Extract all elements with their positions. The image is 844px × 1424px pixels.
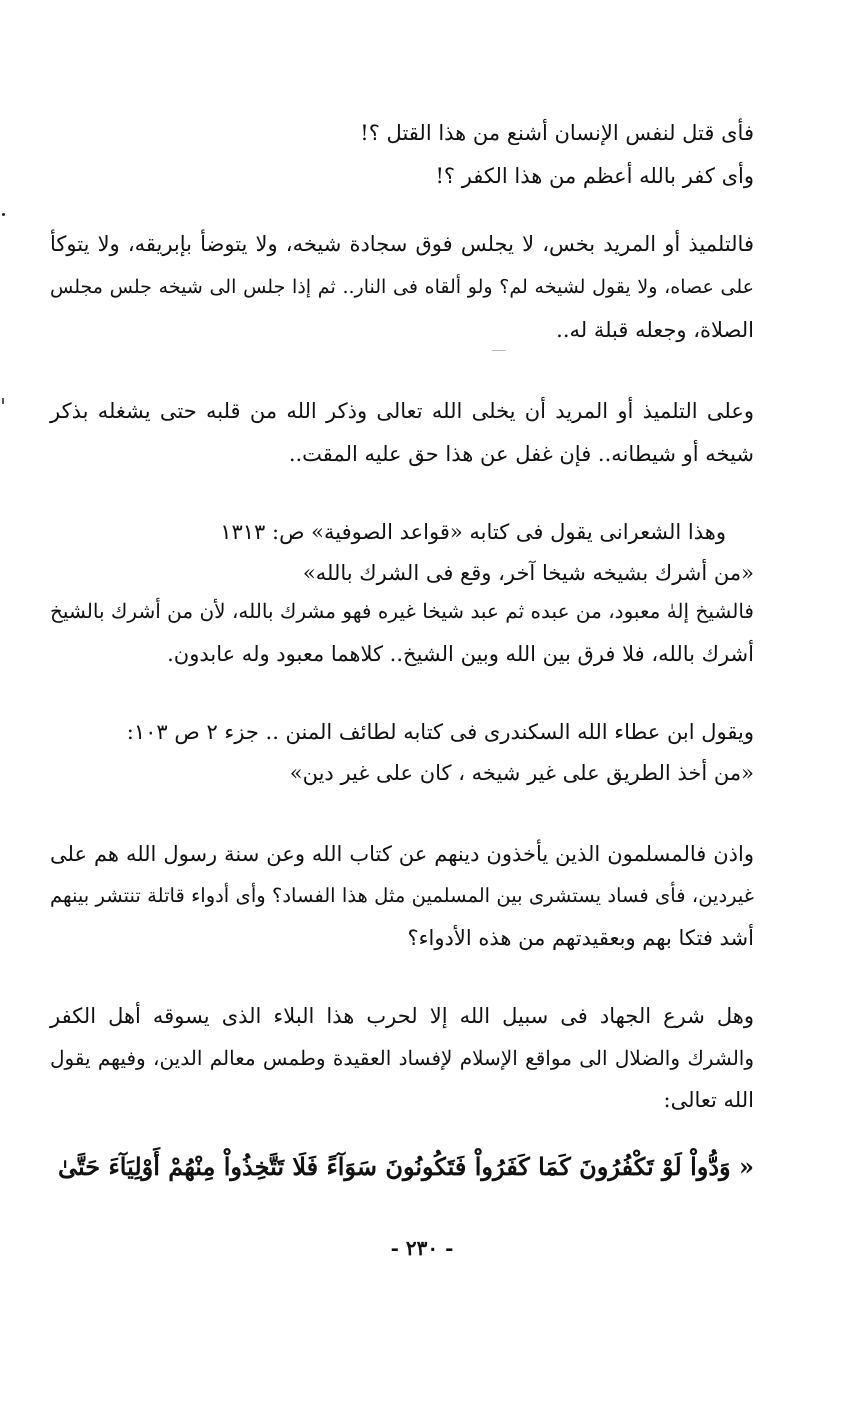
page-number: - ٢٣٠ - xyxy=(390,1236,454,1260)
text-line: على عصاه، ولا يقول لشيخه لم؟ ولو ألقاه فى النار.. ثم إذا جلس الى شيخه جلس مجلس xyxy=(50,276,754,298)
text-line: واذن فالمسلمون الذين يأخذون دينهم عن كتاب الله وعن سنة رسول الله هم على xyxy=(50,842,754,866)
text-line: الله تعالى: xyxy=(663,1088,754,1112)
quoted-line: «من أخذ الطريق على غير شيخه ، كان على غير دين» xyxy=(289,761,754,785)
text-line: فأى قتل لنفس الإنسان أشنع من هذا القتل ؟! xyxy=(360,121,754,145)
text-line: ويقول ابن عطاء الله السكندرى فى كتابه لطائف المنن .. جزء ٢ ص ١٠٣: xyxy=(126,720,754,744)
text-line: فالتلميذ أو المريد بخس، لا يجلس فوق سجادة شيخه، ولا يتوضأ بإبريقه، ولا يتوكأ xyxy=(50,232,754,256)
quoted-line: «من أشرك بشيخه شيخا آخر، وقع فى الشرك بالله» xyxy=(302,561,754,585)
text-line: شيخه أو شيطانه.. فإن غفل عن هذا حق عليه المقت.. xyxy=(288,442,754,466)
text-line: أشرك بالله، فلا فرق بين الله وبين الشيخ.. كلاهما معبود وله عابدون. xyxy=(167,642,754,666)
text-line: وهل شرع الجهاد فى سبيل الله إلا لحرب هذا البلاء الذى يسوقه أهل الكفر xyxy=(50,1004,754,1028)
quran-verse: « وَدُّواْ لَوْ تَكْفُرُونَ كَمَا كَفَرُواْ فَتَكُونُونَ سَوَآءً فَلَا تَتَّخِذُواْ مِنْهُمْ أَوْلِيَآءَ حَتَّىٰ xyxy=(58,1152,754,1181)
text-line: وعلى التلميذ أو المريد أن يخلى الله تعالى وذكر الله من قلبه حتى يشغله بذكر xyxy=(50,399,754,423)
text-line: الصلاة، وجعله قبلة له.. xyxy=(556,318,754,342)
text-line: أشد فتكا بهم وبعقيدتهم من هذه الأدواء؟ xyxy=(407,926,754,950)
text-line: فالشيخ إلهٰ معبود، من عبده ثم عبد شيخا غيره فهو مشرك بالله، لأن من أشرك بالشيخ xyxy=(50,599,754,623)
text-line: والشرك والضلال الى مواقع الإسلام لإفساد العقيدة وطمس معالم الدين، وفيهم يقول xyxy=(50,1046,754,1070)
scan-speck xyxy=(2,398,4,404)
scan-speck xyxy=(2,213,5,216)
scan-mark xyxy=(492,350,506,351)
text-line: غيردين، فأى فساد يستشرى بين المسلمين مثل هذا الفساد؟ وأى أدواء قاتلة تنتشر بينهم xyxy=(50,884,754,907)
text-line: وأى كفر بالله أعظم من هذا الكفر ؟! xyxy=(435,164,754,188)
text-line: وهذا الشعرانى يقول فى كتابه «قواعد الصوفية» ص: ١٣١٣ xyxy=(220,520,726,544)
